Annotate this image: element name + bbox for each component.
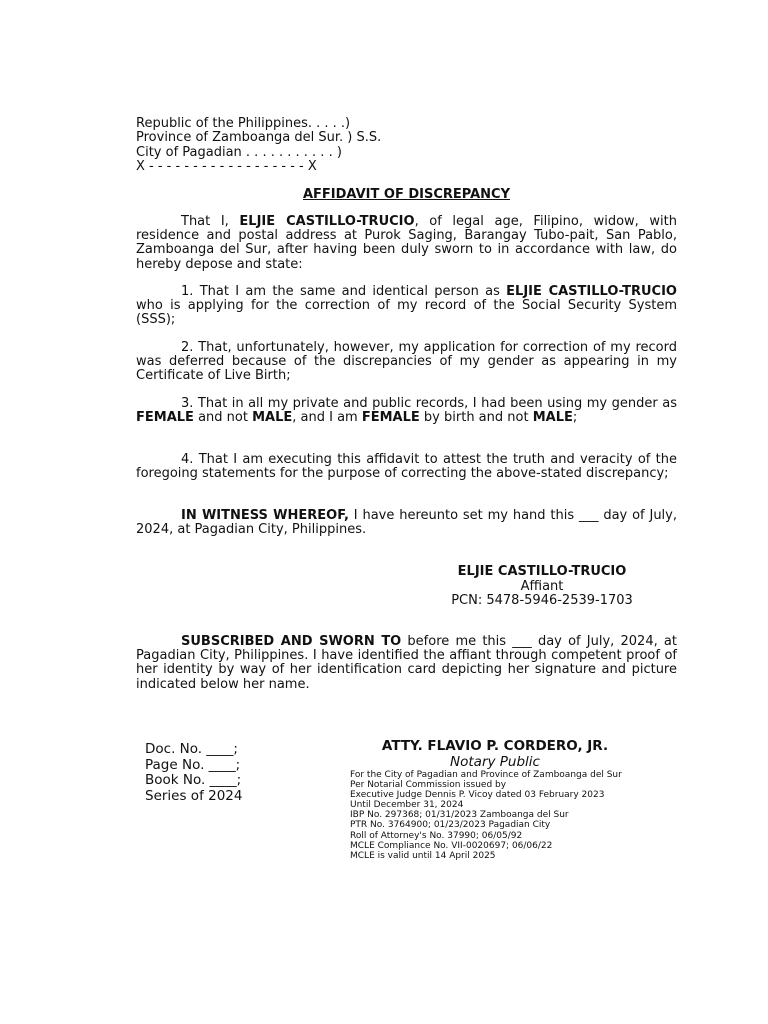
witness-text: I have hereunto set my hand this ___ day of July, 2024, at Pagadian City, Philippines.	[136, 508, 677, 538]
notary-credential-line: Roll of Attorney's No. 37990; 06/05/92	[350, 830, 523, 841]
affiant-name: ELJIE CASTILLO-TRUCIO	[457, 564, 627, 579]
affiant-signature-block	[400, 565, 684, 609]
p3-male-1: MALE	[252, 410, 293, 426]
p3-text-c: , and I am	[292, 410, 362, 426]
notary-credential-line: Executive Judge Dennis P. Vicoy dated 03 February 2023	[350, 790, 605, 801]
paragraph-2: 2. That, unfortunately, however, my application for correction of my record was deferred because of the discrepancies of my gender as appearing in my Certificate of Live Birth;	[136, 340, 677, 384]
venue-header	[136, 117, 677, 175]
notary-credential-line: Until December 31, 2024	[350, 800, 464, 811]
notary-credential-line: IBP No. 297368; 01/31/2023 Zamboanga del Sur	[350, 810, 569, 821]
paragraph-1	[136, 285, 677, 328]
affiant-name-p1: ELJIE CASTILLO-TRUCIO	[506, 284, 677, 299]
series-year: Series of 2024	[145, 787, 243, 804]
jurat-paragraph	[136, 635, 677, 692]
notary-credential-line: MCLE Compliance No. VII-0020697; 06/06/22	[350, 840, 553, 851]
notary-credential-line: For the City of Pagadian and Province of Zamboanga del Sur	[350, 770, 622, 780]
affiant-role: Affiant	[520, 578, 564, 594]
notary-block	[345, 738, 645, 861]
notary-name: ATTY. FLAVIO P. CORDERO, JR.	[381, 738, 609, 754]
venue-line-province: Province of Zamboanga del Sur. ) S.S.	[136, 130, 382, 146]
intro-paragraph	[136, 215, 677, 272]
intro-text-a: That I,	[181, 214, 240, 229]
p1-text-b: who is applying for the correction of my record of the Social Security System (SSS);	[136, 298, 677, 328]
p3-text-a: 3. That in all my private and public records, I had been using my gender as	[181, 396, 677, 411]
witness-bold: IN WITNESS WHEREOF,	[181, 508, 349, 523]
p3-female-2: FEMALE	[361, 410, 420, 426]
paragraph-4: 4. That I am executing this affidavit to attest the truth and veracity of the foregoing statements for the purpose of correcting the above-stated discrepancy;	[136, 452, 677, 482]
document-title: AFFIDAVIT OF DISCREPANCY	[302, 187, 511, 202]
p3-text-e: ;	[572, 410, 578, 426]
notarial-register-entry	[145, 742, 242, 804]
witness-paragraph	[136, 509, 677, 537]
jurat-text: before me this ___ day of July, 2024, at Pagadian City, Philippines. I have identified the affiant through competent proof of her identity by way of her identification card depicting her signature and picture indicated below her name.	[136, 634, 677, 692]
p1-text-a: 1. That I am the same and identical person as	[181, 284, 507, 299]
book-no: Book No. ____;	[145, 772, 242, 789]
doc-no: Doc. No. ____;	[145, 741, 238, 757]
p3-female-1: FEMALE	[136, 410, 194, 426]
venue-line-city: City of Pagadian . . . . . . . . . . . )	[136, 144, 342, 160]
affiant-name-intro: ELJIE CASTILLO-TRUCIO	[239, 214, 415, 229]
p3-male-2: MALE	[532, 410, 573, 426]
p3-text-d: by birth and not	[419, 410, 533, 426]
venue-line-republic: Republic of the Philippines. . . . .)	[136, 116, 351, 131]
venue-line-separator: X - - - - - - - - - - - - - - - - - - X	[136, 159, 317, 175]
affiant-pcn: PCN: 5478-5946-2539-1703	[451, 593, 633, 609]
p3-text-b: and not	[193, 410, 253, 426]
notary-role: Notary Public	[450, 754, 540, 770]
paragraph-3	[136, 397, 677, 425]
notary-credentials	[345, 770, 645, 861]
page-no: Page No. ____;	[145, 756, 241, 773]
notary-credential-line: Per Notarial Commission issued by	[350, 780, 507, 791]
jurat-bold: SUBSCRIBED AND SWORN TO	[181, 634, 402, 649]
notary-credential-line: PTR No. 3764900; 01/23/2023 Pagadian City	[350, 820, 551, 831]
intro-text-b: , of legal age, Filipino, widow, with residence and postal address at Purok Saging, Barangay Tubo-pait, San Pablo, Zamboanga del Sur, after having been duly sworn to in accordance with law, do hereby depose and state:	[136, 214, 677, 272]
notary-credential-line: MCLE is valid until 14 April 2025	[350, 850, 496, 861]
